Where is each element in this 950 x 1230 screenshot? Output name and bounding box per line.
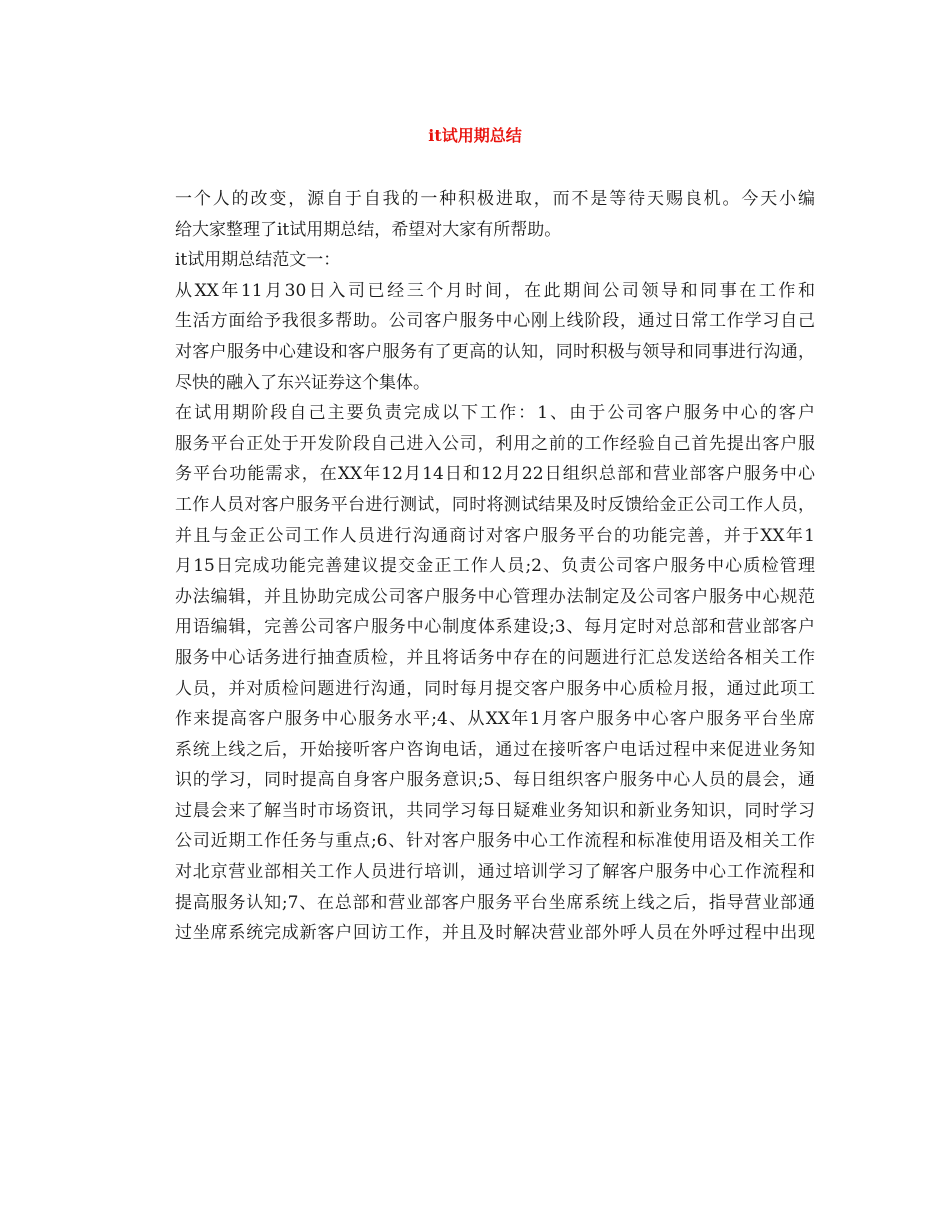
body-paragraph — [141, 398, 815, 949]
text-line: 作来提高客户服务中心服务水平;4、从XX年1月客户服务中心客户服务平台坐席 — [175, 709, 815, 730]
text-line: 识的学习，同时提高自身客户服务意识;5、每日组织客户服务中心人员的晨会，通 — [175, 770, 815, 791]
text-line: 在试用期阶段自己主要负责完成以下工作：1、由于公司客户服务中心的客户 — [175, 403, 815, 424]
intro-paragraph — [141, 184, 815, 245]
text-line: 过晨会来了解当时市场资讯，共同学习每日疑难业务知识和新业务知识，同时学习 — [175, 800, 815, 821]
text-line: 办法编辑，并且协助完成公司客户服务中心管理办法制定及公司客户服务中心规范 — [175, 586, 815, 607]
text-line: 从XX年11月30日入司已经三个月时间，在此期间公司领导和同事在工作和 — [175, 280, 815, 301]
text-line: 对北京营业部相关工作人员进行培训，通过培训学习了解客户服务中心工作流程和 — [175, 862, 815, 883]
text-line: 公司近期工作任务与重点;6、针对客户服务中心工作流程和标准使用语及相关工作 — [175, 831, 815, 852]
text-line: 并且与金正公司工作人员进行沟通商讨对客户服务平台的功能完善，并于XX年1 — [175, 525, 815, 546]
text-line: 生活方面给予我很多帮助。公司客户服务中心刚上线阶段，通过日常工作学习自己 — [175, 311, 815, 332]
text-line: 用语编辑，完善公司客户服务中心制度体系建设;3、每月定时对总部和营业部客户 — [175, 617, 815, 638]
text-line: 系统上线之后，开始接听客户咨询电话，通过在接听客户电话过程中来促进业务知 — [175, 739, 815, 760]
text-line: 服务中心话务进行抽查质检，并且将话务中存在的问题进行汇总发送给各相关工作 — [175, 647, 815, 668]
text-line: it试用期总结范文一： — [175, 250, 341, 271]
section-heading-paragraph — [141, 245, 815, 276]
text-line: 工作人员对客户服务平台进行测试，同时将测试结果及时反馈给金正公司工作人员， — [175, 494, 815, 515]
text-line: 过坐席系统完成新客户回访工作，并且及时解决营业部外呼人员在外呼过程中出现 — [175, 923, 815, 944]
body-paragraph — [141, 276, 815, 398]
text-line: 尽快的融入了东兴证券这个集体。 — [175, 372, 430, 393]
text-line: 对客户服务中心建设和客户服务有了更高的认知，同时积极与领导和同事进行沟通， — [175, 341, 815, 362]
document-title: it试用期总结 — [428, 126, 522, 145]
text-line: 提高服务认知;7、在总部和营业部客户服务平台坐席系统上线之后，指导营业部通 — [175, 892, 815, 913]
text-line: 服务平台正处于开发阶段自己进入公司，利用之前的工作经验自己首先提出客户服 — [175, 433, 815, 454]
document-body — [141, 184, 815, 949]
text-line: 月15日完成功能完善建议提交金正工作人员;2、负责公司客户服务中心质检管理 — [175, 556, 815, 577]
text-line: 给大家整理了it试用期总结，希望对大家有所帮助。 — [175, 219, 562, 240]
text-line: 人员，并对质检问题进行沟通，同时每月提交客户服务中心质检月报，通过此项工 — [175, 678, 815, 699]
text-line: 一个人的改变，源自于自我的一种积极进取，而不是等待天赐良机。今天小编 — [175, 189, 815, 209]
text-line: 务平台功能需求，在XX年12月14日和12月22日组织总部和营业部客户服务中心 — [175, 464, 815, 485]
